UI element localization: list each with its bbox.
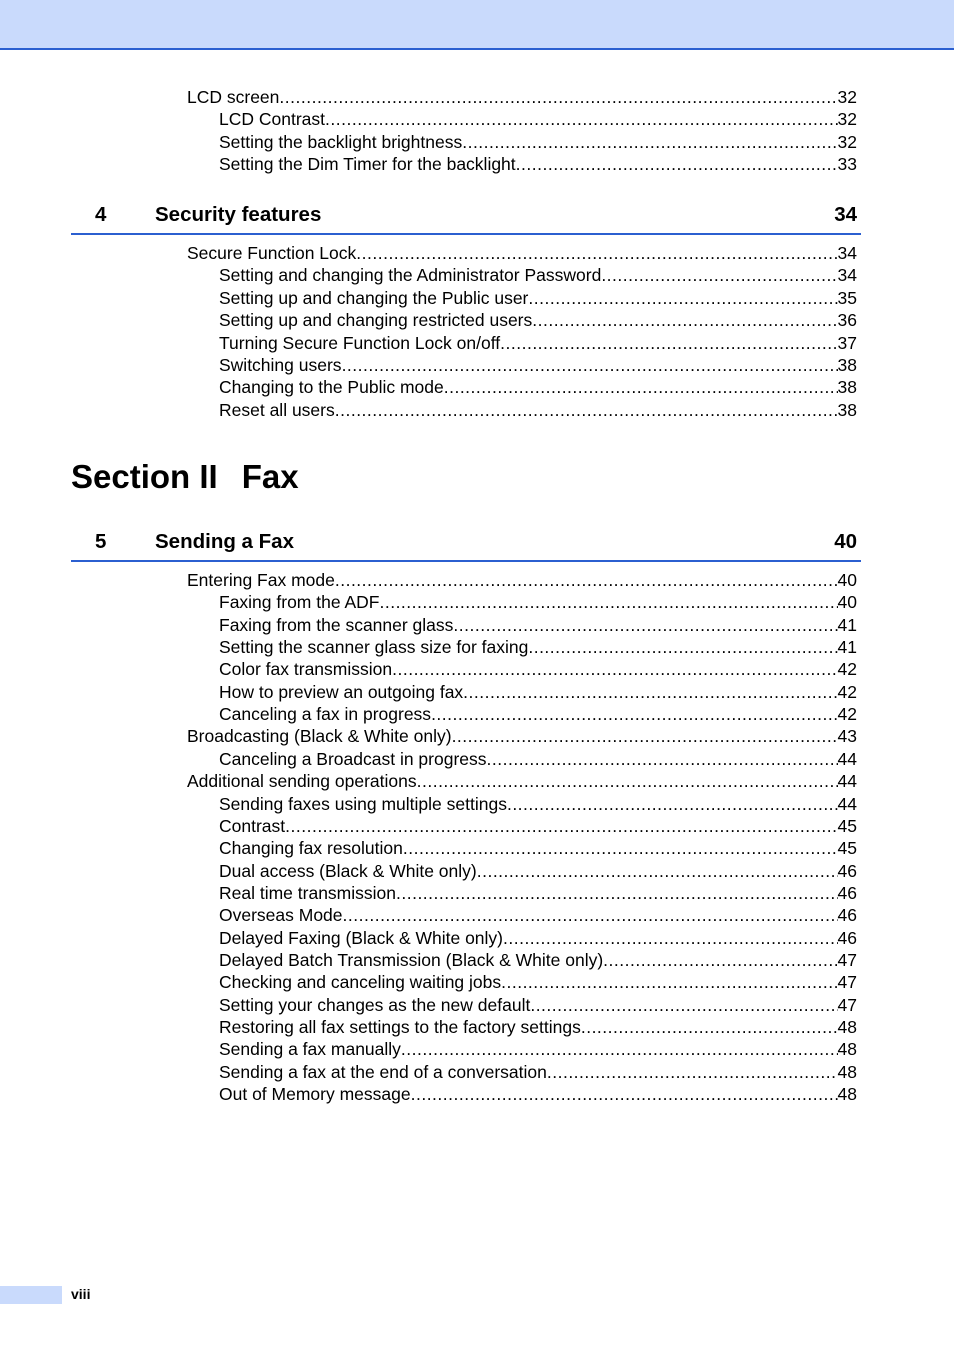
dot-leader <box>342 354 838 376</box>
toc-entry[interactable] <box>219 837 857 859</box>
toc-entry[interactable] <box>219 949 857 971</box>
toc-entry-title: Setting up and changing restricted users <box>219 310 533 331</box>
toc-entry[interactable] <box>187 86 857 108</box>
toc-entry-title: Setting the Dim Timer for the backlight <box>219 154 516 175</box>
dot-leader <box>335 399 838 421</box>
toc-entry[interactable] <box>187 770 857 792</box>
toc-entry-title: Dual access (Black & White only) <box>219 860 477 881</box>
toc-entry-title: Reset all users <box>219 399 335 420</box>
dot-leader <box>431 703 837 725</box>
dot-leader <box>487 748 838 770</box>
toc-entry-title: Broadcasting (Black & White only) <box>187 726 452 747</box>
toc-entry[interactable] <box>219 1038 857 1060</box>
toc-entry-title: Secure Function Lock <box>187 243 357 263</box>
footer-band <box>0 1286 62 1304</box>
toc-entry-page: 44 <box>837 748 857 769</box>
toc-entry-title: Setting up and changing the Public user <box>219 287 529 308</box>
dot-leader <box>528 636 837 658</box>
toc-entry[interactable] <box>219 927 857 949</box>
toc-entry-page: 47 <box>837 994 857 1015</box>
toc-entry-page: 48 <box>837 1039 857 1060</box>
toc-entry-title: Restoring all fax settings to the factory settings <box>219 1017 581 1037</box>
toc-entry[interactable] <box>219 153 857 175</box>
dot-leader <box>503 927 838 949</box>
dot-leader <box>601 264 837 286</box>
toc-entry-page: 42 <box>837 681 857 702</box>
dot-leader <box>501 971 837 993</box>
chapter-page: 34 <box>834 203 857 226</box>
dot-leader <box>411 1083 838 1105</box>
toc-entry-page: 47 <box>837 949 857 970</box>
toc-entry[interactable] <box>219 994 857 1016</box>
toc-entry[interactable] <box>219 703 857 725</box>
dot-leader <box>528 287 837 309</box>
toc-entry-title: Setting your changes as the new default <box>219 994 531 1015</box>
toc-entry[interactable] <box>219 904 857 926</box>
toc-entry-page: 40 <box>837 570 857 590</box>
toc-entry[interactable] <box>219 376 857 398</box>
toc-entry-title: Canceling a fax in progress <box>219 704 432 725</box>
dot-leader <box>379 591 837 613</box>
chapter-number: 4 <box>95 203 107 226</box>
toc-entry[interactable] <box>219 309 857 331</box>
chapter-page: 40 <box>834 530 857 553</box>
toc-entry[interactable] <box>219 108 857 130</box>
toc-entry-page: 35 <box>837 287 857 308</box>
toc-entry-title: Sending a fax manually <box>219 1039 401 1060</box>
dot-leader <box>444 376 838 398</box>
toc-entry-title: Faxing from the ADF <box>219 592 380 613</box>
dot-leader <box>516 153 838 175</box>
toc-entry[interactable] <box>219 399 857 421</box>
toc-entry-page: 42 <box>837 659 857 680</box>
toc-entry-page: 41 <box>837 637 857 658</box>
toc-entry-page: 46 <box>837 927 857 948</box>
toc-entry[interactable] <box>219 681 857 703</box>
dot-leader <box>279 86 837 108</box>
dot-leader <box>335 569 838 591</box>
dot-leader <box>462 131 837 153</box>
toc-entry[interactable] <box>219 748 857 770</box>
chapter-heading-4[interactable] <box>71 199 861 235</box>
dot-leader <box>530 994 837 1016</box>
toc-entry[interactable] <box>219 658 857 680</box>
dot-leader <box>452 725 838 747</box>
toc-entry[interactable] <box>219 354 857 376</box>
dot-leader <box>581 1016 838 1038</box>
toc-entry-page: 32 <box>837 87 857 107</box>
dot-leader <box>343 904 838 926</box>
toc-entry[interactable] <box>219 1016 857 1038</box>
toc-entry[interactable] <box>187 569 857 591</box>
chapter-title: Sending a Fax <box>155 530 294 553</box>
dot-leader <box>507 793 838 815</box>
dot-leader <box>325 108 838 130</box>
toc-entry[interactable] <box>219 332 857 354</box>
toc-entry-page: 38 <box>837 355 857 375</box>
toc-entry-title: Contrast <box>219 815 286 836</box>
dot-leader <box>547 1061 838 1083</box>
toc-entry-title: Setting and changing the Administrator Password <box>219 265 602 286</box>
dot-leader <box>500 332 837 354</box>
toc-entry-title: Entering Fax mode <box>187 570 335 590</box>
toc-entry-page: 32 <box>837 131 857 152</box>
toc-entry[interactable] <box>219 131 857 153</box>
page-number: viii <box>71 1286 91 1302</box>
toc-entry[interactable] <box>219 1083 857 1105</box>
toc-entry[interactable] <box>219 971 857 993</box>
dot-leader <box>477 860 838 882</box>
chapter-heading-5[interactable] <box>71 526 861 562</box>
toc-entry-title: LCD screen <box>187 87 280 107</box>
toc-entry[interactable] <box>187 725 857 747</box>
toc-entry-page: 43 <box>837 726 857 747</box>
toc-entry-title: Sending faxes using multiple settings <box>219 793 507 814</box>
toc-entry[interactable] <box>219 882 857 904</box>
toc-entry-title: Delayed Faxing (Black & White only) <box>219 927 503 948</box>
toc-entry-page: 42 <box>837 704 857 725</box>
toc-entry-page: 48 <box>837 1084 857 1105</box>
dot-leader <box>417 770 838 792</box>
dot-leader <box>356 242 837 264</box>
toc-entry-title: Sending a fax at the end of a conversation <box>219 1061 547 1082</box>
toc-entry[interactable] <box>219 591 857 613</box>
toc-entry-page: 41 <box>837 614 857 635</box>
toc-entry-title: Canceling a Broadcast in progress <box>219 748 487 769</box>
toc-entry-page: 47 <box>837 972 857 993</box>
toc-entry[interactable] <box>219 815 857 837</box>
toc-entry-title: Out of Memory message <box>219 1084 411 1105</box>
dot-leader <box>532 309 837 331</box>
header-band <box>0 0 954 50</box>
toc-entry[interactable] <box>219 860 857 882</box>
toc-entry-title: Changing to the Public mode <box>219 377 444 398</box>
dot-leader <box>403 837 838 859</box>
chapter-number: 5 <box>95 530 107 553</box>
toc-entry-title: Faxing from the scanner glass <box>219 614 454 635</box>
toc-entry-page: 34 <box>837 243 857 263</box>
toc-entry-page: 34 <box>837 265 857 286</box>
toc-entry-page: 46 <box>837 905 857 926</box>
dot-leader <box>453 614 837 636</box>
toc-entry-page: 44 <box>837 771 857 792</box>
toc-entry-page: 33 <box>837 154 857 175</box>
dot-leader <box>396 882 838 904</box>
dot-leader <box>392 658 837 680</box>
section-heading <box>71 458 299 496</box>
toc-entry-title: How to preview an outgoing fax <box>219 681 464 702</box>
toc-entry-title: Checking and canceling waiting jobs <box>219 972 502 993</box>
toc-entry-page: 38 <box>837 399 857 420</box>
toc-entry-page: 32 <box>837 109 857 130</box>
toc-entry-title: Delayed Batch Transmission (Black & White only) <box>219 949 604 970</box>
toc-entry-title: Changing fax resolution <box>219 838 403 859</box>
chapter-title: Security features <box>155 203 322 226</box>
toc-entry-page: 44 <box>837 793 857 814</box>
toc-entry-page: 40 <box>837 592 857 613</box>
toc-entry[interactable] <box>219 264 857 286</box>
toc-entry-page: 37 <box>837 332 857 353</box>
toc-entry-page: 38 <box>837 377 857 398</box>
toc-entry[interactable] <box>219 636 857 658</box>
toc-entry-page: 48 <box>837 1017 857 1037</box>
toc-entry-page: 46 <box>837 882 857 903</box>
toc-entry-page: 45 <box>837 838 857 859</box>
dot-leader <box>463 681 837 703</box>
toc-entry-page: 48 <box>837 1061 857 1082</box>
toc-entry[interactable] <box>219 1061 857 1083</box>
toc-entry-title: Real time transmission <box>219 882 396 903</box>
dot-leader <box>603 949 837 971</box>
section-label: Section II <box>71 458 218 495</box>
toc-entry[interactable] <box>187 242 857 264</box>
toc-entry-title: Overseas Mode <box>219 905 343 926</box>
toc-entry-title: Color fax transmission <box>219 659 393 680</box>
section-name: Fax <box>241 458 299 495</box>
toc-entry-title: Setting the scanner glass size for faxing <box>219 637 529 658</box>
toc-entry-title: LCD Contrast <box>219 109 326 130</box>
toc-entry-title: Setting the backlight brightness <box>219 131 463 152</box>
toc-entry-title: Switching users <box>219 355 342 375</box>
toc-entry[interactable] <box>219 793 857 815</box>
toc-entry[interactable] <box>219 614 857 636</box>
toc-entry-page: 36 <box>837 310 857 331</box>
toc-entry-title: Additional sending operations <box>187 771 417 792</box>
toc-entry[interactable] <box>219 287 857 309</box>
toc-entry-title: Turning Secure Function Lock on/off <box>219 332 501 353</box>
dot-leader <box>401 1038 838 1060</box>
toc-entry-page: 46 <box>837 860 857 881</box>
toc-entry-page: 45 <box>837 815 857 836</box>
dot-leader <box>285 815 837 837</box>
